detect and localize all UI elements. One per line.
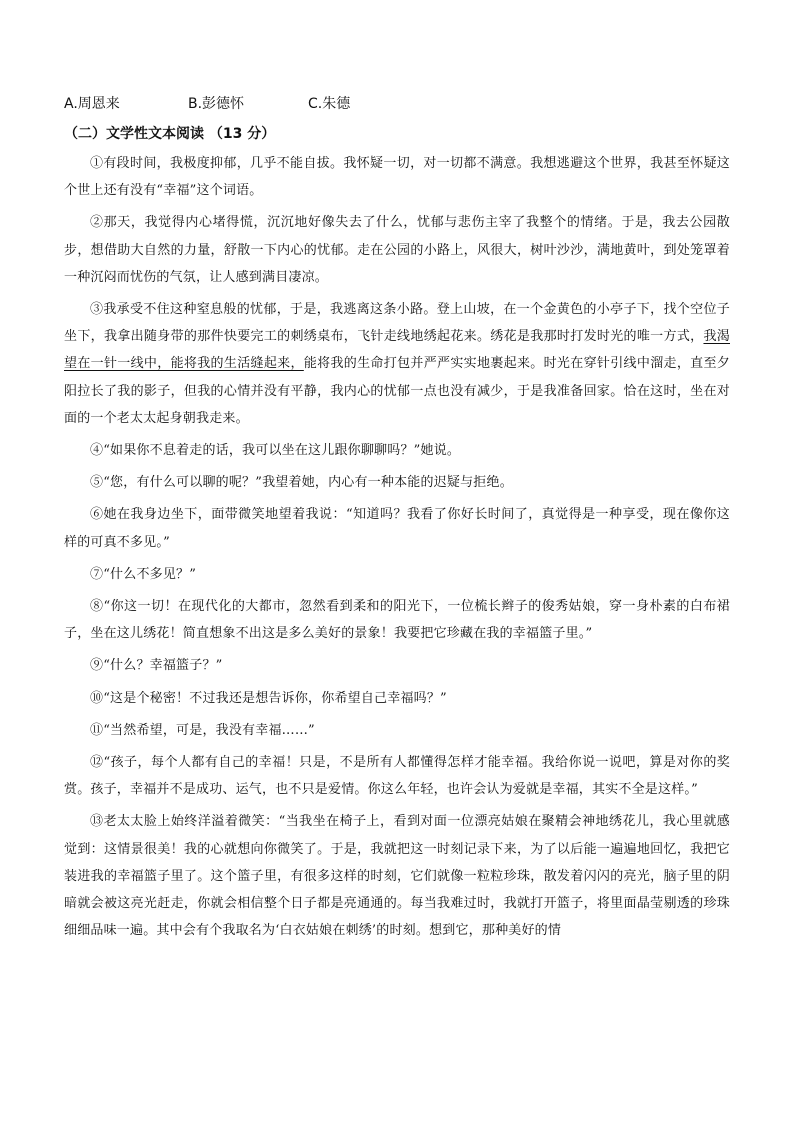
paragraph-10: ⑩“这是个秘密！不过我还是想告诉你，你希望自己幸福吗？” bbox=[90, 690, 447, 706]
underlined-sentence: 我渴望在一针一线中，能将我的生活缝起来， bbox=[64, 329, 730, 372]
paragraph-4: ④“如果你不息着走的话，我可以坐在这儿跟你聊聊吗？”她说。 bbox=[90, 443, 461, 459]
paragraph-5: ⑤“您，有什么可以聊的呢？”我望着她，内心有一种本能的迟疑与拒绝。 bbox=[90, 475, 513, 491]
paragraph-1: ①有段时间，我极度抑郁，几乎不能自拔。我怀疑一切，对一切都不满意。我想逃避这个世界，我甚至怀疑这个世上还有没有“幸福”这个词语。 bbox=[64, 156, 730, 199]
option-a: A.周恩来 bbox=[64, 96, 120, 112]
option-c: C.朱德 bbox=[308, 96, 351, 112]
paragraph-8: ⑧“你这一切！在现代化的大都市，忽然看到柔和的阳光下，一位梳长辫子的俊秀姑娘，穿一身朴素的白布裙子，坐在这儿绣花！简直想象不出这是多么美好的景象！我要把它珍藏在我的幸福篮子里。” bbox=[64, 599, 730, 642]
reading-passage bbox=[64, 150, 730, 949]
paragraph-12: ⑫“孩子，每个人都有自己的幸福！只是，不是所有人都懂得怎样才能幸福。我给你说一说吧，算是对你的奖赏。孩子，幸福并不是成功、运气，也不只是爱情。你这么年轻，也许会认为爱就是幸福，其实不全是这样。” bbox=[64, 755, 730, 798]
paragraph-13: ⑬老太太脸上始终洋溢着微笑：“当我坐在椅子上，看到对面一位漂亮姑娘在聚精会神地绣花儿，我心里就感觉到：这情景很美！我的心就想向你微笑了。于是，我就把这一时刻记录下来，为了以后能一遍遍地回忆，我把它装进我的幸福篮子里了。这个篮子里，有很多这样的时刻，它们就像一粒粒珍珠，散发着闪闪的亮光，脑子里的阴暗就会被这亮光赶走，你就会相信整个日子都是亮通通的。每当我难过时，我就打开篮子，将里面晶莹剔透的珍珠细细品味一遍。其中会有个我取名为‘白衣姑娘在刺绣’的时刻。想到它，那种美好的情 bbox=[64, 814, 730, 939]
paragraph-3-part-1: ③我承受不住这种窒息般的忧郁，于是，我逃离这条小路。登上山坡，在一个金黄色的小亭子下，找个空位子坐下，我拿出随身带的那件快要完工的刺绣桌布，飞针走线地绣起花来。绣花是我那时打发时光的唯一方式， bbox=[64, 302, 730, 345]
paragraph-3-part-2: 能将我的生命打包并严严实实地裹起来。时光在穿针引线中溜走，直至夕阳拉长了我的影子，但我的心情并没有平静，我内心的忧郁一点也没有减少，于是我准备回家。恰在这时，坐在对面的一个老太太起身朝我走来。 bbox=[64, 356, 730, 426]
paragraph-11: ⑪“当然希望，可是，我没有幸福……” bbox=[90, 722, 315, 738]
paragraph-9: ⑨“什么？幸福篮子？” bbox=[90, 658, 223, 674]
paragraph-7: ⑦“什么不多见？” bbox=[90, 566, 197, 582]
paragraph-6: ⑥她在我身边坐下，面带微笑地望着我说：“知道吗？我看了你好长时间了，真觉得是一种享受，现在像你这样的可真不多见。” bbox=[64, 507, 730, 550]
paragraph-2: ②那天，我觉得内心堵得慌，沉沉地好像失去了什么，忧郁与悲伤主宰了我整个的情绪。于是，我去公园散步，想借助大自然的力量，舒散一下内心的忧郁。走在公园的小路上，风很大，树叶沙沙，满地黄叶，到处笼罩着一种沉闷而忧伤的气氛，让人感到满目凄凉。 bbox=[64, 215, 730, 285]
option-b: B.彭德怀 bbox=[188, 96, 245, 112]
section-title: （二）文学性文本阅读 （13 分） bbox=[64, 126, 276, 142]
paragraph-3 bbox=[64, 296, 730, 432]
